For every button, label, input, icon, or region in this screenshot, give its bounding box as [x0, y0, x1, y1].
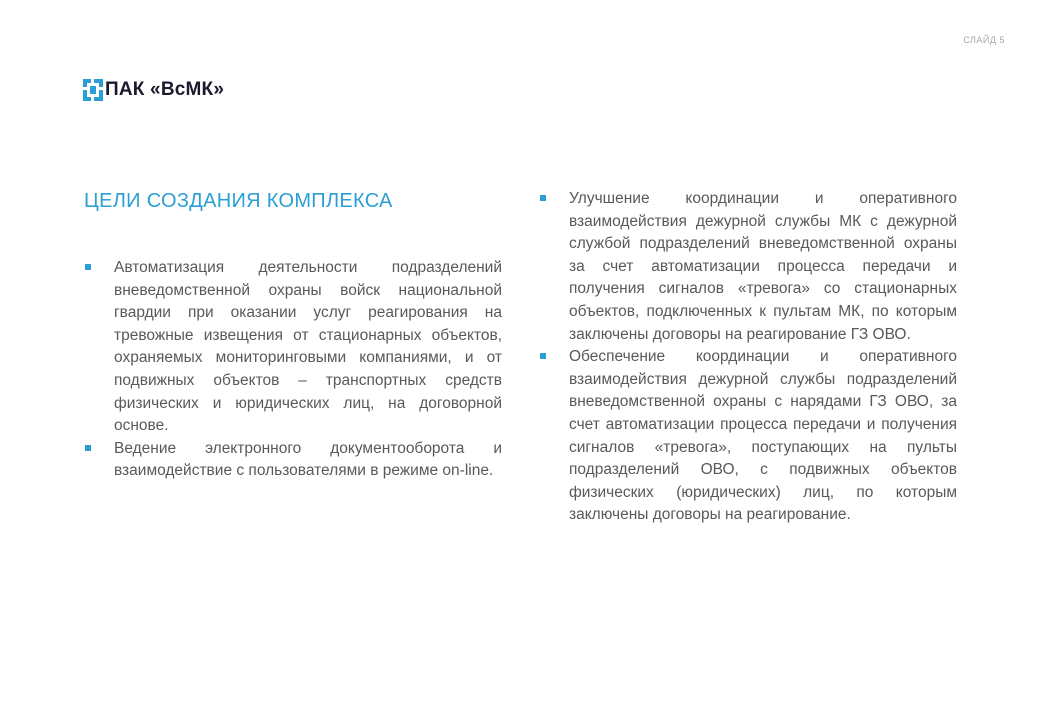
list-item [84, 257, 502, 438]
bullet-icon [85, 264, 91, 270]
logo-icon [83, 77, 103, 103]
logo-text: ПАК «ВсМК» [105, 79, 225, 100]
list-item [84, 438, 502, 483]
bullet-icon [540, 195, 546, 201]
list-item [539, 346, 957, 527]
slide-number: СЛАЙД 5 [963, 35, 1005, 45]
logo [83, 77, 224, 103]
right-bullet-list [539, 188, 957, 527]
bullet-text: Ведение электронного документооборота и взаимодействие с пользователями в режиме on-line. [114, 439, 502, 480]
left-bullet-list [84, 257, 502, 483]
bullet-icon [540, 353, 546, 359]
bullet-text: Обеспечение координации и оперативного взаимодействия дежурной службы подразделений вневедомственной охраны с нарядами ГЗ ОВО, за счет автоматизации процесса передачи и получения сигналов «тревога», поступающих на пульты подразделений ОВО, с подвижных объектов физических (юридических) лиц, по которым заключены договоры на реагирование. [569, 348, 957, 524]
page-title: ЦЕЛИ СОЗДАНИЯ КОМПЛЕКСА [84, 190, 393, 212]
bullet-text: Автоматизация деятельности подразделений вневедомственной охраны войск национальной гвардии при оказании услуг реагирования на тревожные извещения от стационарных объектов, охраняемых мониторинговыми компаниями, и от подвижных объектов – транспортных средств физических и юридических лиц, на договорной основе. [114, 259, 502, 435]
bullet-text: Улучшение координации и оперативного взаимодействия дежурной службы МК с дежурной службой подразделений вневедомственной охраны за счет автоматизации процесса передачи и получения сигналов «тревога» со стационарных объектов, подключенных к пультам МК, по которым заключены договоры на реагирование ГЗ ОВО. [569, 190, 957, 343]
bullet-icon [85, 445, 91, 451]
list-item [539, 188, 957, 346]
